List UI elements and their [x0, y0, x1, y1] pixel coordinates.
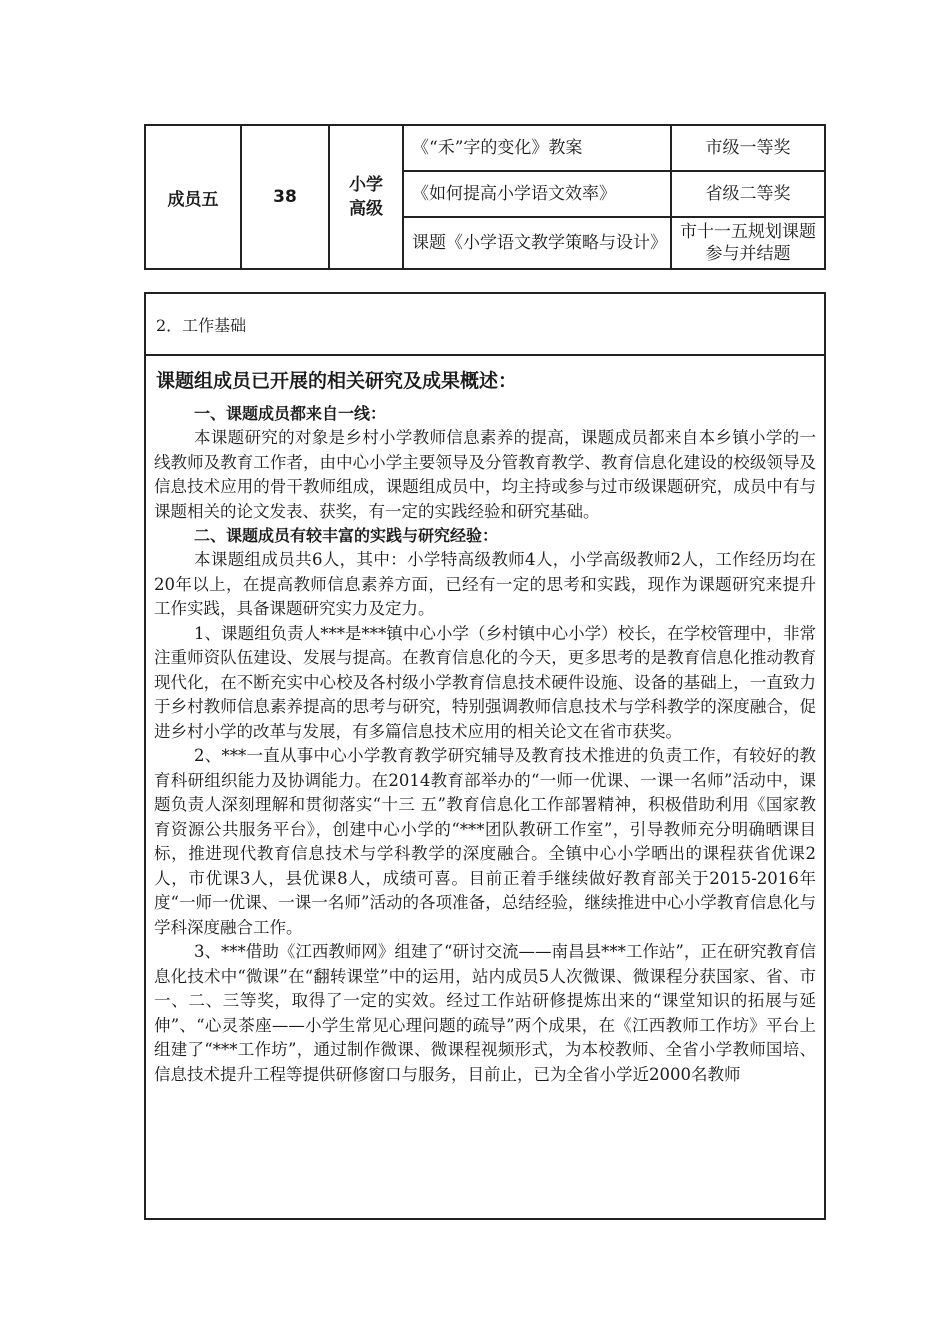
work-foundation-box — [144, 292, 826, 1220]
work-item: 《如何提高小学语文效率》 — [403, 171, 671, 217]
member-title-cell — [329, 125, 403, 269]
member-table — [144, 124, 826, 270]
award-item: 省级二等奖 — [671, 171, 825, 217]
section-heading: 二、课题成员有较丰富的实践与研究经验： — [194, 526, 499, 545]
award-item: 市级一等奖 — [671, 125, 825, 171]
member-title-text: 小学高级 — [349, 175, 383, 219]
member-role-cell: 成员五 — [145, 125, 241, 269]
work-foundation-header: 2．工作基础 — [146, 294, 824, 356]
paragraph: 1、课题组负责人***是***镇中心小学（乡村镇中心小学）校长，在学校管理中，非常注重师资队伍建设、发展与提高。在教育信息化的今天，更多思考的是教育信息化推动教育现代化，在不断充实中心校及各村级小学教育信息技术硬件设施、设备的基础上，一直致力于乡村教师信息素养提高的思考与研究，特别强调教师信息技术与学科教学的深度融合，促进乡村小学的改革与发展，有多篇信息技术应用的相关论文在省市获奖。 — [154, 623, 816, 741]
member-age-cell: 38 — [241, 125, 329, 269]
work-item: 课题《小学语文教学策略与设计》 — [403, 217, 671, 269]
work-foundation-body — [146, 356, 824, 1087]
section-heading: 一、课题成员都来自一线： — [194, 404, 387, 423]
award-item: 市十一五规划课题 参与并结题 — [671, 217, 825, 269]
paragraph: 本课题研究的对象是乡村小学教师信息素养的提高，课题成员都来自本乡镇小学的一线教师及教育工作者，由中心小学主要领导及分管教育教学、教育信息化建设的校级领导及信息技术应用的骨干教师组成，课题组成员中，均主持或参与过市级课题研究，成员中有与课题相关的论文发表、获奖，有一定的实践经验和研究基础。 — [154, 428, 816, 521]
work-item: 《“禾”字的变化》教案 — [403, 125, 671, 171]
main-heading: 课题组成员已开展的相关研究及成果概述： — [156, 370, 518, 392]
paragraph: 2、***一直从事中心小学教育教学研究辅导及教育技术推进的负责工作，有较好的教育科研组织能力及协调能力。在2014教育部举办的“一师一优课、一课一名师”活动中，课题负责人深刻理解和贯彻落实“十三 五”教育信息化工作部署精神，积极借助利用《国家教育资源公共服务平台》，创建中心小学的“***团队教研工作室”，引导教师充分明确晒课目标，推进现代教育信息技术与学科教学的深度融合。全镇中心小学晒出的课程获省优课2人，市优课3人，县优课8人，成绩可喜。目前正着手继续做好教育部关于2015-2016年度“一师一优课、一课一名师”活动的各项准备，总结经验，继续推进中心小学教育信息化与学科深度融合工作。 — [154, 746, 816, 937]
paragraph: 本课题组成员共6人，其中：小学特高级教师4人，小学高级教师2人，工作经历均在20年以上，在提高教师信息素养方面，已经有一定的思考和实践，现作为课题研究来提升工作实践，具备课题研究实力及定力。 — [154, 550, 816, 618]
paragraph: 3、***借助《江西教师网》组建了“研讨交流——南昌县***工作站”，正在研究教育信息化技术中“微课”在“翻转课堂”中的运用，站内成员5人次微课、微课程分获国家、省、市一、二、三等奖，取得了一定的实效。经过工作站研修提炼出来的“课堂知识的拓展与延伸”、“心灵茶座——小学生常见心理问题的疏导”两个成果，在《江西教师工作坊》平台上组建了“***工作坊”，通过制作微课、微课程视频形式，为本校教师、全省小学教师国培、信息技术提升工程等提供研修窗口与服务，目前止，已为全省小学近2000名教师 — [154, 942, 816, 1084]
